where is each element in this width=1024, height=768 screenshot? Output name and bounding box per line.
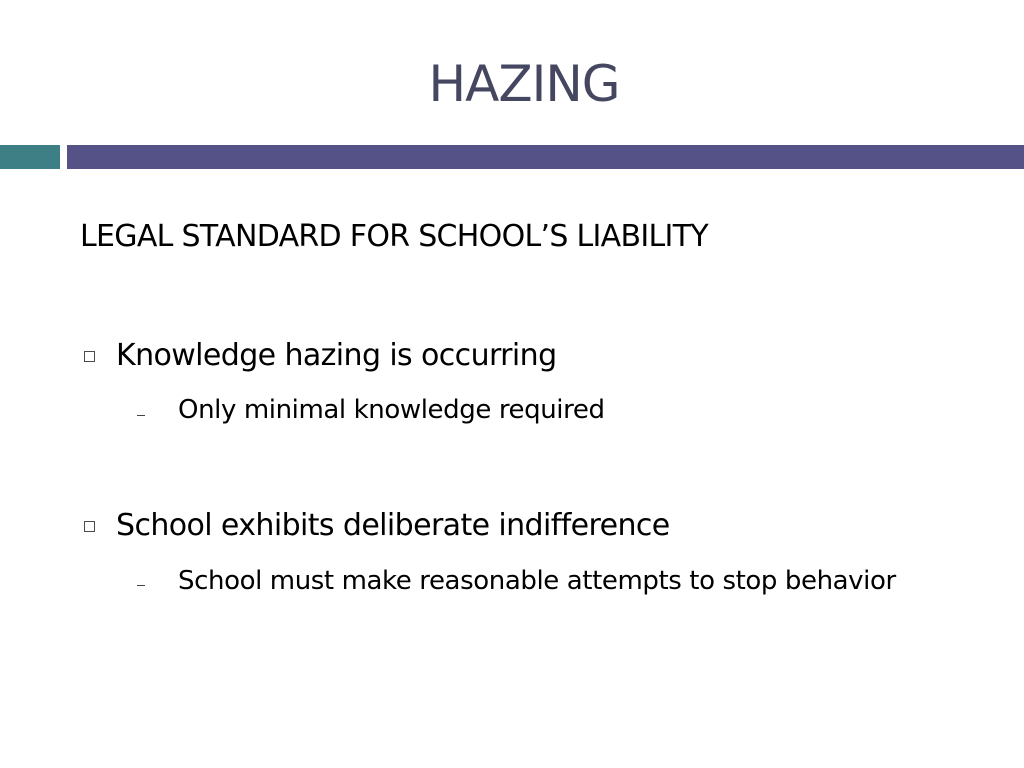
sub-bullet-text: School must make reasonable attempts to stop behavior	[178, 566, 896, 596]
bullet-item-indifference	[80, 505, 980, 547]
sub-bullet-text: Only minimal knowledge required	[178, 395, 605, 425]
title-accent-bar-left	[0, 145, 60, 169]
dash-icon	[137, 585, 145, 586]
bullet-item-knowledge	[80, 335, 980, 377]
slide-title: HAZING	[428, 55, 620, 113]
dash-icon	[137, 415, 145, 416]
bullet-text: Knowledge hazing is occurring	[116, 338, 557, 373]
section-heading: LEGAL STANDARD FOR SCHOOL’S LIABILITY	[80, 219, 708, 254]
bullet-text: School exhibits deliberate indifference	[116, 508, 670, 543]
square-outline-icon	[84, 351, 95, 362]
square-outline-icon	[84, 521, 95, 532]
title-accent-bar-right	[67, 145, 1024, 169]
